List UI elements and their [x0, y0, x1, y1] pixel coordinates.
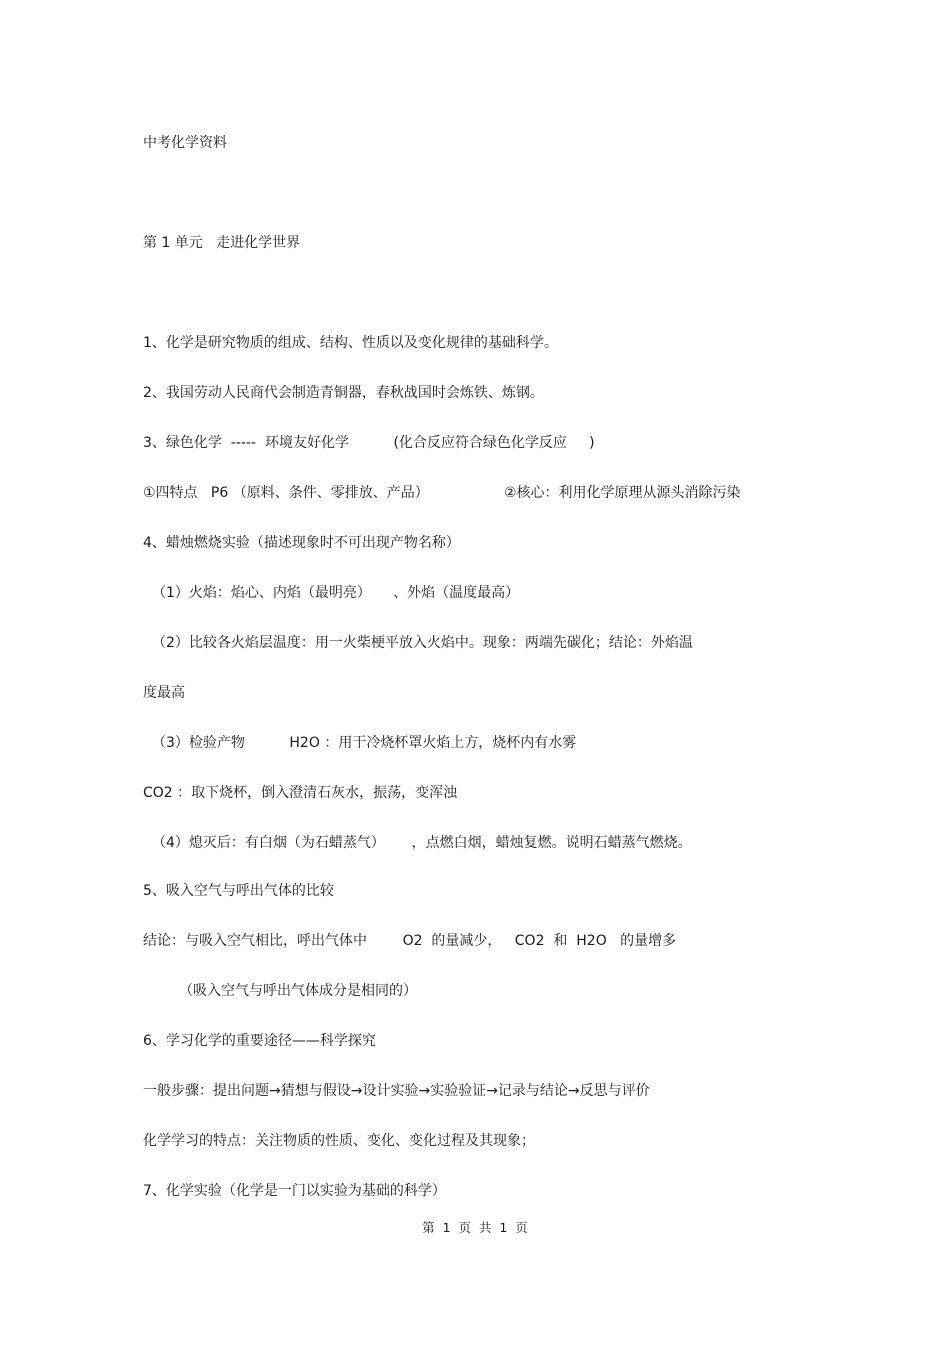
paragraph-line: 化学学习的特点：关注物质的性质、变化、变化过程及其现象； [143, 1133, 535, 1149]
paragraph-line: 度最高 [143, 685, 185, 701]
paragraph-line: （1）火焰：焰心、内焰（最明亮） 、外焰（温度最高） [152, 585, 520, 601]
paragraph-line: 4、蜡烛燃烧实验（描述现象时不可出现产物名称） [143, 535, 460, 551]
document-title: 中考化学资料 [143, 135, 227, 151]
paragraph-line: 5、吸入空气与呼出气体的比较 [143, 883, 334, 899]
paragraph-line: （4）熄灭后：有白烟（为石蜡蒸气） ，点燃白烟，蜡烛复燃。说明石蜡蒸气燃烧。 [152, 835, 692, 851]
paragraph-line: 一般步骤：提出问题→猜想与假设→设计实验→实验验证→记录与结论→反思与评价 [143, 1083, 650, 1099]
page-footer: 第 1 页 共 1 页 [422, 1220, 528, 1235]
paragraph-line: （3）检验产物 H2O ：用干冷烧杯罩火焰上方，烧杯内有水雾 [152, 735, 577, 751]
paragraph-line: 3、绿色化学 ----- 环境友好化学 (化合反应符合绿色化学反应 ) [143, 435, 595, 451]
paragraph-line: 7、化学实验（化学是一门以实验为基础的科学） [143, 1183, 446, 1199]
paragraph-line: ②核心：利用化学原理从源头消除污染 [504, 485, 741, 501]
paragraph-line: 6、学习化学的重要途径——科学探究 [143, 1033, 376, 1049]
paragraph-line: 结论：与吸入空气相比，呼出气体中 O2 的量减少， CO2 和 H2O 的量增多 [143, 933, 677, 949]
unit-heading: 第 1 单元 走进化学世界 [143, 235, 301, 251]
paragraph-line: CO2 ：取下烧杯，倒入澄清石灰水，振荡，变浑浊 [143, 785, 458, 801]
paragraph-line: （吸入空气与呼出气体成分是相同的） [179, 983, 417, 999]
paragraph-line: ①四特点 P6 （原料、条件、零排放、产品） [143, 485, 429, 501]
paragraph-line: 1、化学是研究物质的组成、结构、性质以及变化规律的基础科学。 [143, 335, 558, 351]
paragraph-line: （2）比较各火焰层温度：用一火柴梗平放入火焰中。现象：两端先碳化；结论：外焰温 [152, 635, 693, 651]
paragraph-line: 2、我国劳动人民商代会制造青铜器，春秋战国时会炼铁、炼钢。 [143, 385, 544, 401]
